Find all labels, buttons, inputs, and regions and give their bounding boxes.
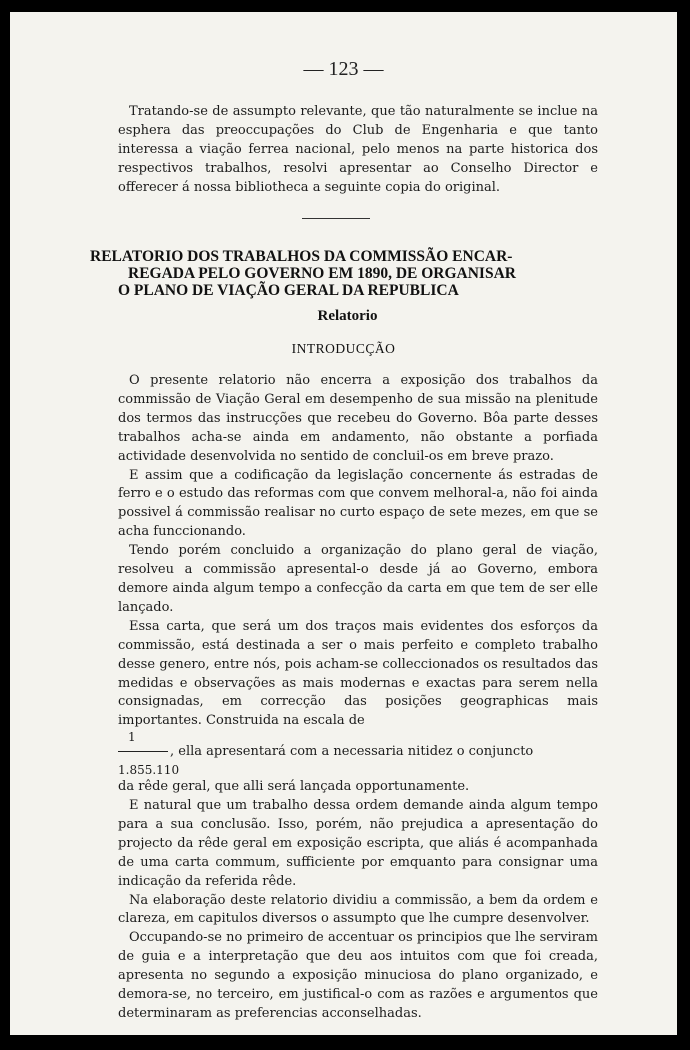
paragraph-6: Na elaboração deste relatorio dividiu a commissão, a bem da ordem e clareza, em capitulos diversos o assumpto que lhe cumpre desenvolver. [118, 892, 598, 927]
report-heading [90, 248, 606, 299]
paragraph-5: E natural que um trabalho dessa ordem demande ainda algum tempo para a sua conclusão. Isso, porém, não prejudica a apresentação do projecto da rêde geral em exposição escripta, que aliás é acompanhada de uma carta commum, sufficiente por emquanto para consignar uma indicação da referida rêde. [118, 798, 598, 889]
paragraph-2: E assim que a codificação da legislação concernente ás estradas de ferro e o estudo das reformas com que convem melhoral-a, não foi ainda possivel á commissão realisar no curto espaço de sete mezes, em que se acha funccionando. [118, 467, 598, 540]
paragraph-1: O presente relatorio não encerra a exposição dos trabalhos da commissão de Viação Geral em desempenho de sua missão na plenitude dos termos das instrucções que recebeu do Governo. Bôa parte desses trabalhos acha-se ainda em andamento, não obstante a porfiada actividade desenvolvida no sentido de concluil-os em breve prazo. [118, 373, 598, 464]
preface-paragraph [118, 103, 598, 198]
section-title: INTRODUCÇÃO [291, 341, 396, 356]
paragraph-7: Occupando-se no primeiro de accentuar os principios que lhe serviram de guia e a interpretação que deu aos intuitos com que foi creada, apresenta no segundo a exposição minuciosa do plano organizado, e demora-se, no terceiro, em justifical-o com as razões e argumentos que determinaram as preferencias acconselhadas. [118, 930, 598, 1021]
paragraph-4-end: da rêde geral, que alli será lançada opportunamente. [118, 779, 470, 795]
paragraph-4: Essa carta, que será um dos traços mais evidentes dos esforços da commissão, está destinada a ser o mais perfeito e completo trabalho desse genero, entre nós, pois acham-se colleccionados os resultados das medidas e observações as mais modernas e exactas para serem nella consignadas, em correcção das posições geographicas mais importantes. Construida na escala de [118, 618, 598, 729]
heading-line-1: RELATORIO DOS TRABALHOS DA COMMISSÃO ENCAR- [90, 248, 513, 265]
section-divider [302, 218, 370, 219]
paragraph-3: Tendo porém concluido a organização do plano geral de viação, resolveu a commissão apresental-o desde já ao Governo, embora demore ainda algum tempo a confecção da carta em que tem de ser elle lançado. [118, 543, 598, 615]
subtitle: Relatorio [317, 308, 378, 324]
preface-text: Tratando-se de assumpto relevante, que tão naturalmente se inclue na esphera das preoccupações do Club de Engenharia e que tanto interessa a viação ferrea nacional, pelo menos na parte historica dos respectivos trabalhos, resolvi apresentar ao Conselho Director e offerecer á nossa bibliotheca a seguinte copia do original. [118, 104, 598, 195]
document-page [10, 12, 677, 1035]
fraction-denominator: 1.855.110 [118, 763, 180, 778]
paragraph-4-continued: , ella apresentará com a necessaria nitidez o conjuncto [170, 744, 534, 760]
page-number: — 123 — [303, 58, 384, 80]
fraction-numerator: 1 [128, 730, 136, 745]
fraction-bar [118, 751, 168, 752]
report-body [118, 372, 598, 1024]
heading-line-3: O PLANO DE VIAÇÃO GERAL DA REPUBLICA [118, 282, 459, 299]
heading-line-2: REGADA PELO GOVERNO EM 1890, DE ORGANISAR [128, 265, 516, 282]
scale-fraction-line [118, 731, 598, 778]
